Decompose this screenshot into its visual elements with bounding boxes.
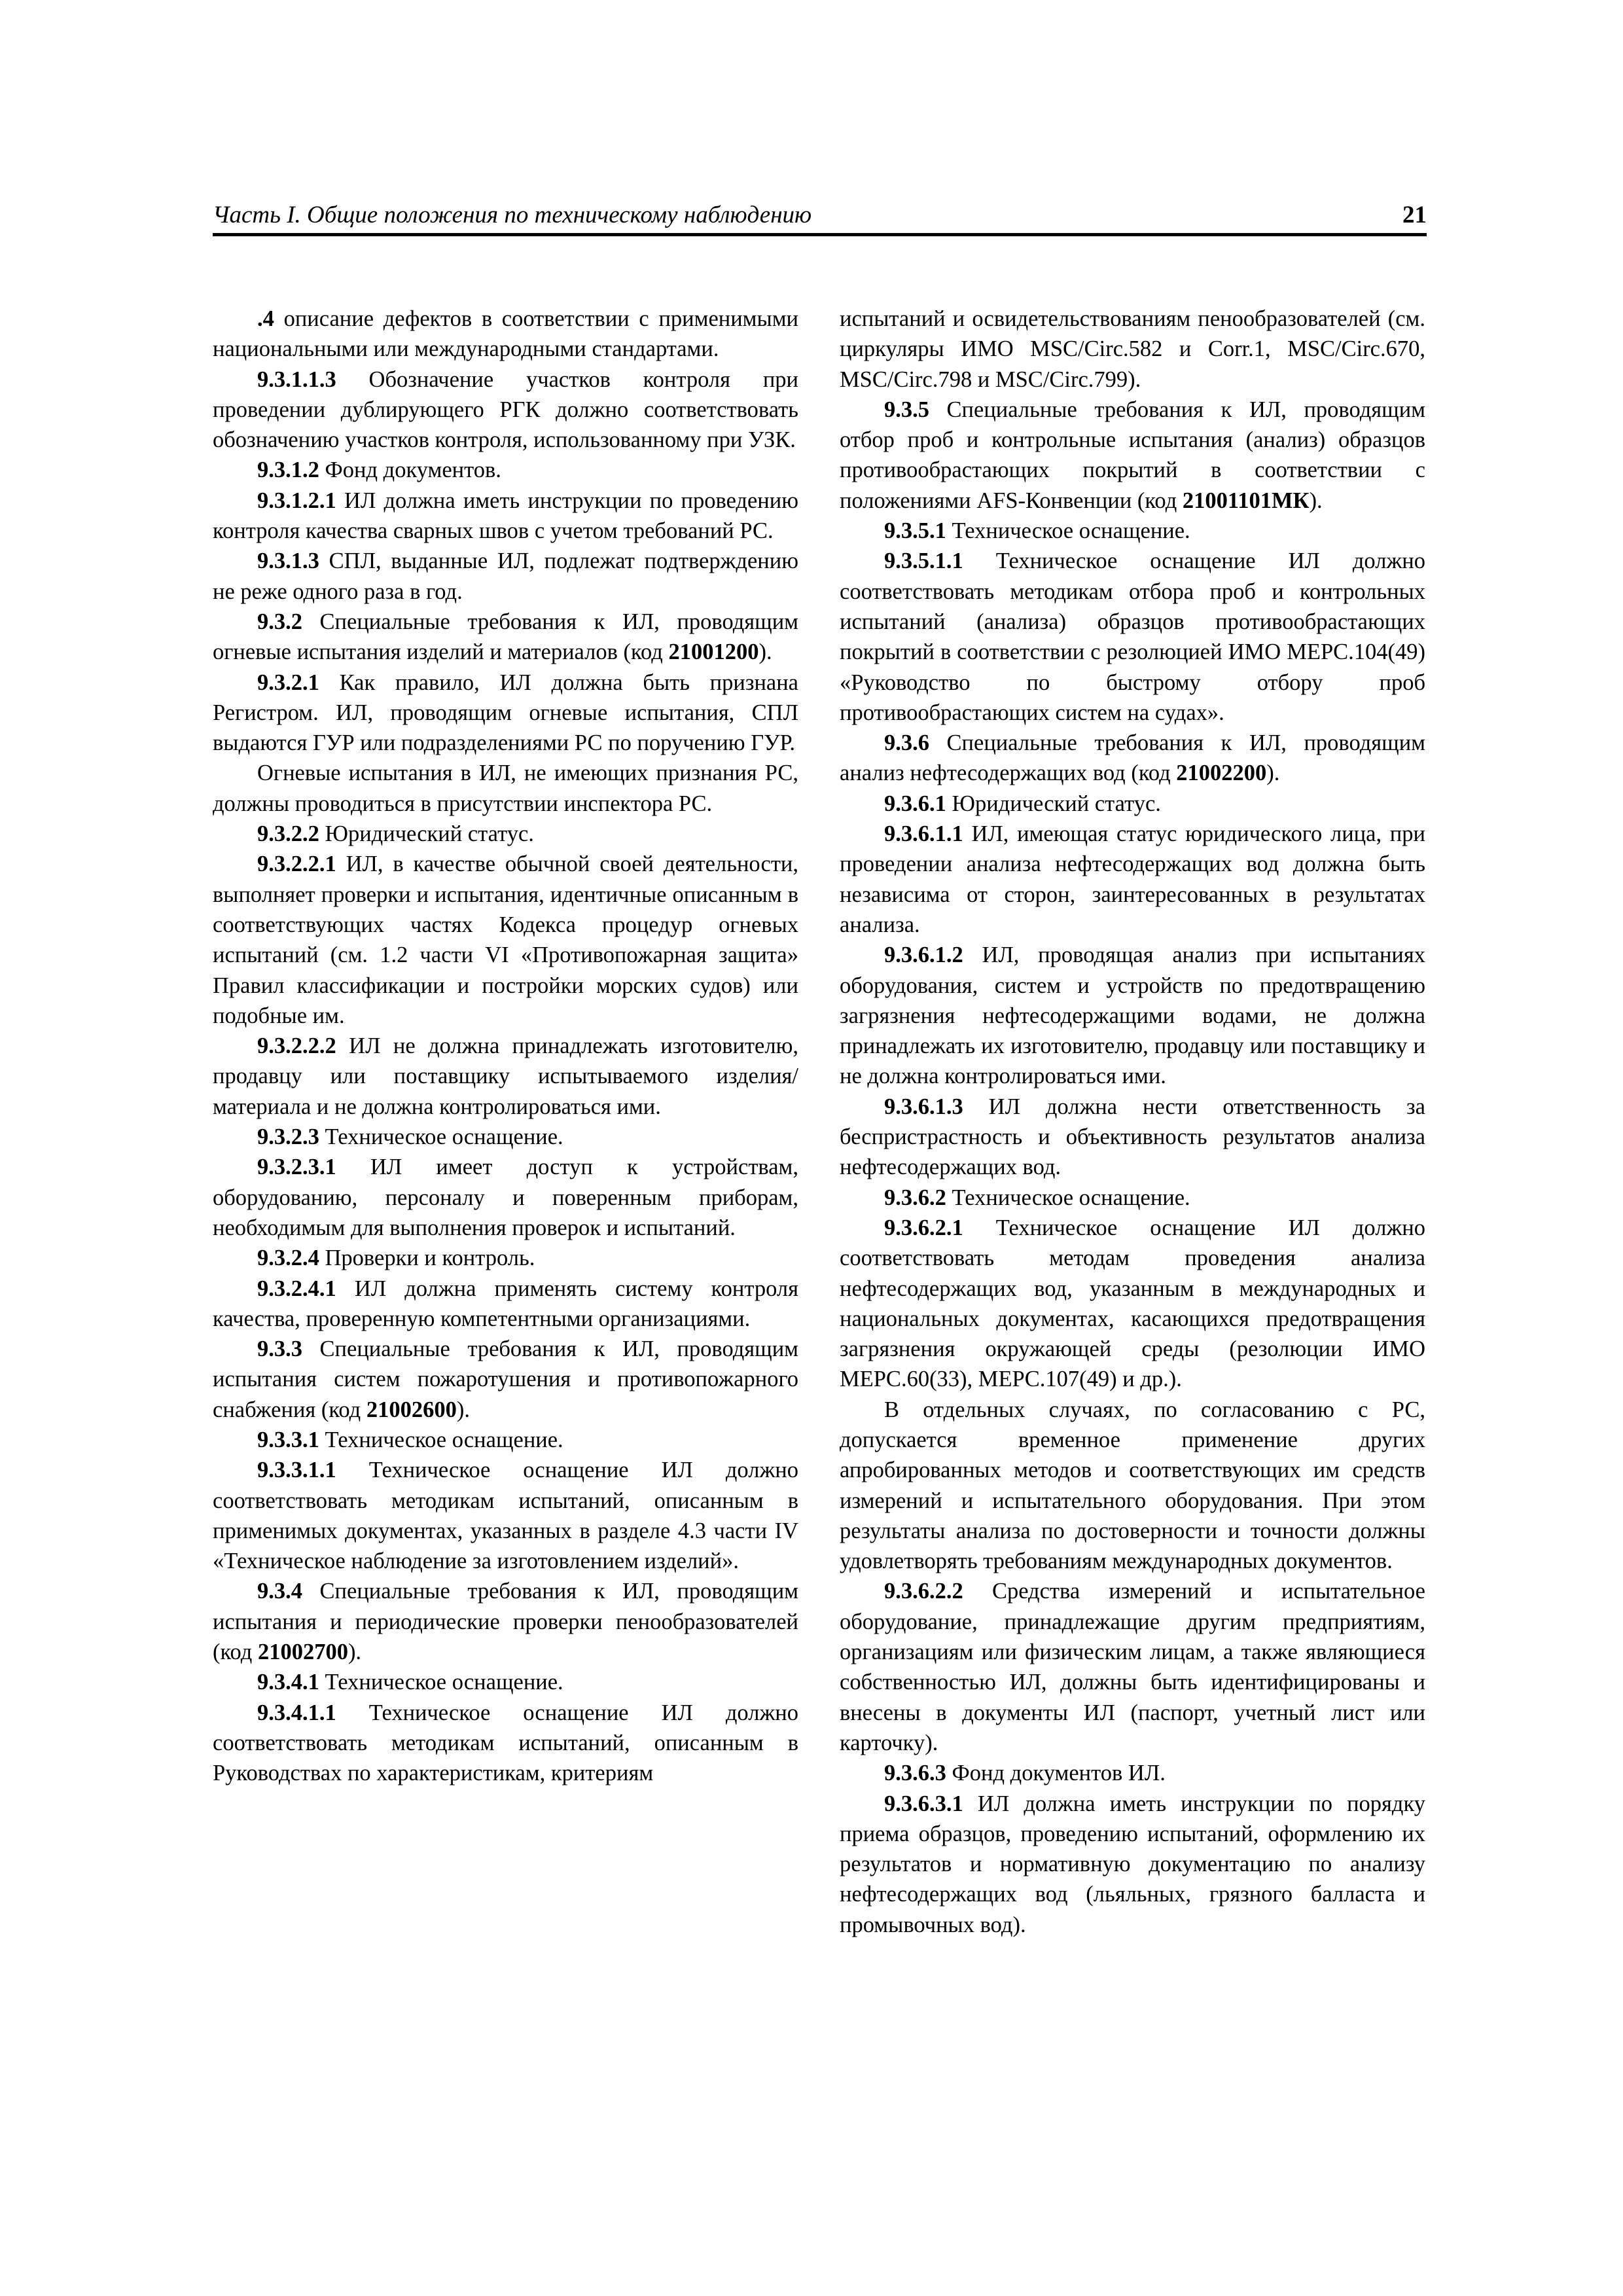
paragraph: [840, 304, 1425, 395]
paragraph-text: Техническое оснащение ИЛ должно соответствовать методам проведения анализа нефтесодержащих вод, указанным в международных и национальных документах, касающихся предотвращения загрязнения окружающей среды (резолюции ИМО MEPC.60(33), MEPC.107(49) и др.).: [840, 1215, 1425, 1392]
paragraph: [840, 1758, 1425, 1788]
clause-number: 9.3.5: [884, 397, 929, 422]
paragraph-text: СПЛ, выданные ИЛ, подлежат подтверждению не реже одного раза в год.: [213, 548, 798, 604]
paragraph: [213, 1243, 798, 1273]
paragraph: [840, 819, 1425, 940]
clause-number: 9.3.1.2.1: [257, 488, 336, 513]
paragraph: [840, 789, 1425, 819]
code-number: 21001200: [668, 639, 759, 665]
paragraph-text: Техническое оснащение ИЛ должно соответствовать методикам испытаний, описанным в применимых документах, указанных в разделе 4.3 части IV «Техническое наблюдение за изготовлением изделий».: [213, 1458, 798, 1574]
paragraph-text: Специальные требования к ИЛ, проводящим огневые испытания изделий и материалов (код: [213, 609, 798, 665]
left-column: [213, 304, 798, 1789]
paragraph: [213, 1576, 798, 1667]
paragraph-tail: ).: [1266, 761, 1280, 786]
paragraph-tail: ).: [1309, 488, 1323, 513]
paragraph: [213, 1455, 798, 1576]
paragraph-text: Техническое оснащение.: [946, 518, 1190, 544]
paragraph: [213, 849, 798, 1031]
paragraph: [213, 1152, 798, 1243]
code-number: 21002700: [257, 1640, 348, 1665]
paragraph: [840, 728, 1425, 789]
clause-number: 9.3.2.4.1: [257, 1276, 336, 1301]
paragraph: [840, 1092, 1425, 1183]
clause-number: 9.3.6.2.2: [884, 1579, 963, 1604]
clause-number: 9.3.2.3.1: [257, 1155, 336, 1180]
paragraph: [840, 546, 1425, 728]
paragraph-text: Проверки и контроль.: [319, 1246, 535, 1271]
paragraph-tail: ).: [348, 1640, 362, 1665]
paragraph-text: Обозначение участков контроля при проведении дублирующего РГК должно соответствовать обозначению участков контроля, использованному при УЗК.: [213, 367, 798, 453]
clause-number: 9.3.6: [884, 730, 929, 756]
paragraph-text: Специальные требования к ИЛ, проводящим испытания и периодические проверки пенообразователей (код: [213, 1579, 798, 1665]
paragraph: [840, 395, 1425, 516]
paragraph-text: ИЛ, в качестве обычной своей деятельности, выполняет проверки и испытания, идентичные описанным в соответствующих частях Кодекса процедур огневых испытаний (см. 1.2 части VI «Противопожарная защита» Правил классификации и постройки морских судов) или подобные им.: [213, 852, 798, 1028]
paragraph: [213, 1122, 798, 1152]
paragraph: [213, 1425, 798, 1455]
paragraph-text: Фонд документов ИЛ.: [946, 1761, 1166, 1786]
paragraph: [213, 758, 798, 819]
code-number: 21001101МК: [1182, 488, 1310, 513]
clause-number: 9.3.6.2: [884, 1185, 946, 1210]
paragraph-text: Юридический статус.: [946, 791, 1161, 816]
paragraph-text: Техническое оснащение.: [319, 1124, 563, 1150]
paragraph-text: ИЛ, проводящая анализ при испытаниях оборудования, систем и устройств по предотвращению загрязнения нефтесодержащими водами, не должна принадлежать их изготовителю, продавцу или поставщику и не должна контролироваться ими.: [840, 942, 1425, 1089]
paragraph: [213, 819, 798, 849]
paragraph-text: ИЛ должна иметь инструкции по порядку приема образцов, проведению испытаний, оформлению их результатов и нормативную документацию по анализу нефтесодержащих вод (льяльных, грязного балласта и промывочных вод).: [840, 1791, 1425, 1937]
clause-number: 9.3.1.3: [257, 548, 319, 574]
clause-number: 9.3.4.1: [257, 1670, 319, 1695]
clause-number: 9.3.4: [257, 1579, 302, 1604]
paragraph: [213, 455, 798, 485]
clause-number: 9.3.6.1.1: [884, 821, 963, 847]
paragraph: [213, 668, 798, 759]
paragraph-text: Специальные требования к ИЛ, проводящим испытания систем пожаротушения и противопожарного снабжения (код: [213, 1336, 798, 1422]
paragraph-text: В отдельных случаях, по согласованию с РС, допускается временное применение других апробированных методов и соответствующих им средств измерений и испытательного оборудования. При этом результаты анализа по достоверности и точности должны удовлетворять требованиям международных документов.: [840, 1397, 1425, 1574]
header-title: Часть I. Общие положения по техническому наблюдению: [213, 202, 812, 228]
paragraph-text: Юридический статус.: [319, 821, 534, 847]
paragraph: [213, 304, 798, 365]
paragraph-text: ИЛ имеет доступ к устройствам, оборудованию, персоналу и поверенным приборам, необходимым для выполнения проверок и испытаний.: [213, 1155, 798, 1240]
paragraph-text: Техническое оснащение.: [946, 1185, 1190, 1210]
paragraph-text: описание дефектов в соответствии с применимыми национальными или международными стандартами.: [213, 306, 798, 362]
clause-number: 9.3.2.4: [257, 1246, 319, 1271]
paragraph-text: ИЛ должна нести ответственность за беспристрастность и объективность результатов анализа нефтесодержащих вод.: [840, 1094, 1425, 1180]
paragraph: [213, 1698, 798, 1789]
paragraph-tail: ).: [456, 1397, 470, 1422]
paragraph-text: Техническое оснащение.: [319, 1427, 563, 1452]
clause-number: 9.3.6.1.3: [884, 1094, 963, 1119]
paragraph: [840, 1183, 1425, 1213]
clause-number: 9.3.3.1: [257, 1427, 319, 1452]
paragraph-text: Специальные требования к ИЛ, проводящим анализ нефтесодержащих вод (код: [840, 730, 1425, 786]
clause-number: 9.3.1.2: [257, 457, 319, 483]
clause-number: 9.3.4.1.1: [257, 1700, 336, 1725]
clause-number: 9.3.6.3: [884, 1761, 946, 1786]
paragraph-text: Техническое оснащение.: [319, 1670, 563, 1695]
clause-number: 9.3.5.1: [884, 518, 946, 544]
paragraph: [840, 1789, 1425, 1940]
paragraph: [840, 1576, 1425, 1758]
right-column: [840, 304, 1425, 1940]
paragraph: [213, 607, 798, 668]
paragraph-text: Техническое оснащение ИЛ должно соответствовать методикам испытаний, описанным в Руководствах по характеристикам, критериям: [213, 1700, 798, 1786]
paragraph-tail: ).: [758, 639, 772, 665]
code-number: 21002600: [366, 1397, 457, 1422]
clause-number: 9.3.3: [257, 1336, 302, 1362]
clause-number: 9.3.2.2.2: [257, 1033, 336, 1059]
paragraph: [213, 365, 798, 456]
clause-number: 9.3.6.2.1: [884, 1215, 963, 1240]
clause-number: .4: [257, 306, 274, 331]
paragraph-text: ИЛ не должна принадлежать изготовителю, продавцу или поставщику испытываемого изделия/материала и не должна контролироваться ими.: [213, 1033, 798, 1119]
paragraph-text: ИЛ, имеющая статус юридического лица, при проведении анализа нефтесодержащих вод должна быть независима от сторон, заинтересованных в результатах анализа.: [840, 821, 1425, 937]
clause-number: 9.3.6.3.1: [884, 1791, 963, 1816]
paragraph: [213, 1334, 798, 1425]
paragraph-text: ИЛ должна иметь инструкции по проведению контроля качества сварных швов с учетом требований РС.: [213, 488, 798, 544]
paragraph: [840, 940, 1425, 1091]
clause-number: 9.3.6.1: [884, 791, 946, 816]
clause-number: 9.3.3.1.1: [257, 1458, 336, 1483]
paragraph-text: Техническое оснащение ИЛ должно соответствовать методикам отбора проб и контрольных испытаний (анализа) образцов противообрастающих покрытий в соответствии с резолюцией ИМО MEPC.104(49) «Руководство по быстрому отбору проб противообрастающих систем на судах».: [840, 548, 1425, 725]
clause-number: 9.3.2.3: [257, 1124, 319, 1150]
paragraph: [840, 516, 1425, 546]
paragraph: [840, 1395, 1425, 1577]
paragraph-text: испытаний и освидетельствованиям пенообразователей (см. циркуляры ИМО MSC/Circ.582 и Corr.1, MSC/Circ.670, MSC/Circ.798 и MSC/Circ.799).: [840, 306, 1425, 392]
paragraph: [213, 1274, 798, 1335]
paragraph: [213, 546, 798, 607]
paragraph-text: Средства измерений и испытательное оборудование, принадлежащие другим предприятиям, организациям или физическим лицам, а также являющиеся собственностью ИЛ, должны быть идентифицированы и внесены в документы ИЛ (паспорт, учетный лист или карточку).: [840, 1579, 1425, 1755]
paragraph-text: Специальные требования к ИЛ, проводящим отбор проб и контрольные испытания (анализ) образцов противообрастающих покрытий в соответствии с положениями AFS-Конвенции (код: [840, 397, 1425, 513]
paragraph: [213, 1031, 798, 1122]
paragraph-text: Фонд документов.: [319, 457, 501, 483]
paragraph: [213, 486, 798, 547]
paragraph-text: Как правило, ИЛ должна быть признана Регистром. ИЛ, проводящим огневые испытания, СПЛ выдаются ГУР или подразделениями РС по поручению ГУР.: [213, 670, 798, 756]
clause-number: 9.3.6.1.2: [884, 942, 963, 968]
clause-number: 9.3.2: [257, 609, 302, 634]
paragraph: [213, 1667, 798, 1697]
clause-number: 9.3.2.2.1: [257, 852, 336, 877]
running-header: [213, 202, 1427, 236]
code-number: 21002200: [1176, 761, 1267, 786]
paragraph-text: Огневые испытания в ИЛ, не имеющих признания РС, должны проводиться в присутствии инспектора РС.: [213, 761, 798, 816]
page-number: 21: [1402, 202, 1427, 228]
paragraph: [840, 1213, 1425, 1395]
clause-number: 9.3.2.1: [257, 670, 319, 695]
clause-number: 9.3.1.1.3: [257, 367, 336, 392]
paragraph-text: ИЛ должна применять систему контроля качества, проверенную компетентными организациями.: [213, 1276, 798, 1331]
clause-number: 9.3.5.1.1: [884, 548, 963, 574]
clause-number: 9.3.2.2: [257, 821, 319, 847]
